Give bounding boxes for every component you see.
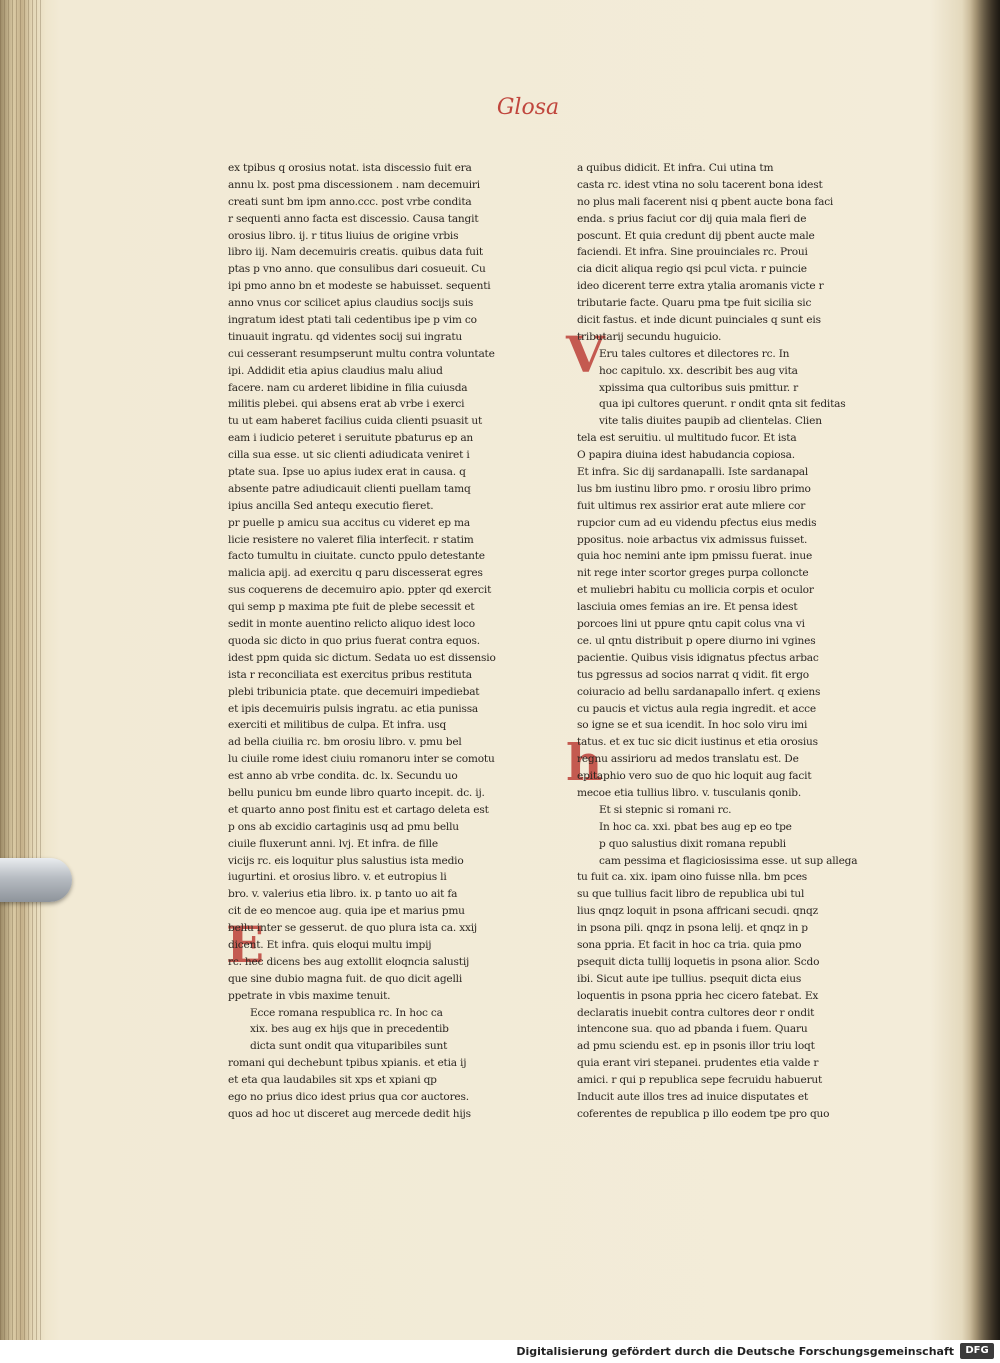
left-column-line: ingratum idest ptati tali cedentibus ipe p vim co <box>228 314 477 327</box>
right-column-line: fuit ultimus rex assirior erat aute mliere cor <box>577 499 806 512</box>
footer-bar <box>0 1340 1000 1363</box>
left-column-line: p ons ab excidio cartaginis usq ad pmu bellu <box>228 820 459 833</box>
right-column-line: loquentis in psona ppria hec cicero fatebat. Ex <box>577 989 819 1002</box>
right-column-line: quia hoc nemini ante ipm pmissu fuerat. inue <box>577 550 813 563</box>
right-column-line: pacientie. Quibus visis idignatus pfectus arbac <box>577 651 819 664</box>
right-column-line: cu paucis et victus aula regia ingredit. et acce <box>577 702 816 715</box>
left-column-line: dicent. Et infra. quis eloqui multu impij <box>228 938 432 951</box>
left-column-line: xix. bes aug ex hijs que in precedentib <box>250 1023 449 1036</box>
right-column-line: tributarie facte. Quaru pma tpe fuit sicilia sic <box>577 297 812 310</box>
left-column-line: tinuauit ingratu. qd videntes socij sui ingratu <box>228 330 462 343</box>
left-column-line: ipi. Addidit etia apius claudius malu aliud <box>228 364 443 377</box>
left-column-line: ista r reconciliata est exercitus pribus restituta <box>228 668 472 681</box>
right-column-line: a quibus didicit. Et infra. Cui utina tm <box>577 162 774 174</box>
initial-v: V <box>566 325 605 384</box>
left-column-line: ipi pmo anno bn et modeste se habuisset. sequenti <box>228 280 491 293</box>
left-column-line: ciuile fluxerunt anni. lvj. Et infra. de fille <box>228 837 438 850</box>
initial-e: E <box>226 915 265 974</box>
left-column-line: r sequenti anno facta est discessio. Causa tangit <box>228 212 479 225</box>
right-column-line: psequit dicta tullij loquetis in psona alior. Scdo <box>577 955 820 968</box>
right-column-line: quia erant viri stepanei. prudentes etia valde r <box>577 1057 819 1070</box>
right-column-line: Et si stepnic si romani rc. <box>599 803 732 816</box>
right-column-line: ce. ul qntu distribuit p opere diurno ini vgines <box>577 634 816 647</box>
right-column-line: et muliebri habitu cu mollicia corpis et oculor <box>577 584 814 597</box>
left-column-line: dicta sunt ondit qua vituparibiles sunt <box>250 1040 448 1053</box>
left-column-line: ipius ancilla Sed antequ executio fieret. <box>228 499 434 512</box>
right-column-line: in psona pili. qnqz in psona lelij. et qnqz in p <box>577 922 808 935</box>
left-column-line: creati sunt bm ipm anno.ccc. post vrbe condita <box>228 195 472 208</box>
right-text-column <box>577 160 867 1120</box>
left-column-line: bellu punicu bm eunde libro quarto incepit. dc. ij. <box>228 786 485 799</box>
left-column-line: romani qui dechebunt tpibus xpianis. et etia ij <box>228 1057 467 1070</box>
left-column-line: exerciti et militibus de culpa. Et infra. usq <box>228 719 447 732</box>
left-column-line: quos ad hoc ut disceret aug mercede dedit hijs <box>228 1107 471 1120</box>
right-column-line: intencone sua. quo ad pbanda i fuem. Quaru <box>577 1023 808 1036</box>
right-column-line: Et infra. Sic dij sardanapalli. Iste sardanapal <box>577 466 809 479</box>
right-column-line: poscunt. Et quia credunt dij pbent aucte male <box>577 229 815 242</box>
right-column-line: lus bm iustinu libro pmo. r orosiu libro primo <box>577 482 811 495</box>
page-edges <box>0 0 44 1340</box>
left-column-line: bro. v. valerius etia libro. ix. p tanto uo ait fa <box>228 888 458 901</box>
left-column-line: pr puelle p amicu sua accitus cu videret ep ma <box>228 516 471 529</box>
left-column-line: cui cesserant resumpserunt multu contra voluntate <box>228 347 495 360</box>
left-column-line: iugurtini. et orosius libro. v. et eutropius li <box>228 871 447 884</box>
right-column-line: mecoe etia tullius libro. v. tusculanis qonib. <box>577 786 802 799</box>
right-column-line: lius qnqz loquit in psona affricani secudi. qnqz <box>577 905 818 918</box>
footer-credit: Digitalisierung gefördert durch die Deutsche Forschungsgemeinschaft <box>516 1345 954 1358</box>
left-column-line: ad bella ciuilia rc. bm orosiu libro. v. pmu bel <box>228 736 462 749</box>
left-column-line: et quarto anno post finitu est et cartago deleta est <box>228 803 489 816</box>
left-column-line: tu ut eam haberet facilius cuida clienti psuasit ut <box>228 415 483 428</box>
left-column-line: anno vnus cor scilicet apius claudius socijs suis <box>228 297 474 310</box>
left-column-line: malicia apij. ad exercitu q paru discesserat egres <box>228 567 483 580</box>
left-column-line: lu ciuile rome idest ciuiu romanoru inter se comotu <box>228 753 495 766</box>
right-column-line: tatus. et ex tuc sic dicit iustinus et etia orosius <box>577 736 818 749</box>
right-column-line: declaratis inuebit contra cultores deor r ondit <box>577 1006 815 1019</box>
left-column-line: ptas p vno anno. que consulibus dari cosueuit. Cu <box>228 263 486 276</box>
right-column-line: nit rege inter scortor greges purpa colloncte <box>577 567 809 580</box>
left-column-line: et ipis decemuiris pulsis ingratu. ac etia punissa <box>228 702 479 715</box>
left-column-line: ex tpibus q orosius notat. ista discessio fuit era <box>228 162 472 174</box>
left-column-line: plebi tribunicia ptate. que decemuiri impediebat <box>228 685 480 698</box>
spine-shadow <box>970 0 1000 1340</box>
left-column-line: cit de eo mencoe aug. quia ipe et marius pmu <box>228 905 465 918</box>
left-column-line: qui semp p maxima pte fuit de plebe secessit et <box>228 601 475 614</box>
right-column-line: Eru tales cultores et dilectores rc. In <box>599 347 790 360</box>
right-column-line: porcoes lini ut ppure qntu capit colus vna vi <box>577 618 805 631</box>
left-column-line: rc. hec dicens bes aug extollit eloqncia salustij <box>228 955 470 968</box>
left-column-line: militis plebei. qui absens erat ab vrbe i exerci <box>228 398 465 411</box>
left-column-line: sus coquerens de decemuiro apio. ppter qd exercit <box>228 584 492 597</box>
left-column-line: Ecce romana respublica rc. In hoc ca <box>250 1006 443 1019</box>
right-column-line: cam pessima et flagiciosissima esse. ut sup allega <box>599 854 858 867</box>
right-column-line: su que tullius facit libro de republica ubi tul <box>577 888 805 901</box>
left-column-line: licie resistere no valeret filia interfecit. r statim <box>228 533 474 546</box>
right-column-line: amici. r qui p republica sepe fecruidu habuerut <box>577 1074 823 1087</box>
right-column-line: rupcior cum ad eu videndu pfectus eius medis <box>577 516 817 529</box>
running-header: Glosa <box>496 95 560 120</box>
right-column-line: hoc capitulo. xx. describit bes aug vita <box>599 364 798 377</box>
right-column-line: tu fuit ca. xix. ipam oino fuisse nlla. bm pces <box>577 871 807 884</box>
right-column-line: regnu assirioru ad medos translatu est. De <box>577 753 799 766</box>
dfg-logo: DFG <box>960 1343 994 1359</box>
right-column-line: ideo dicerent terre extra ytalia aromanis victe r <box>577 280 824 293</box>
right-column-line: epitaphio vero suo de quo hic loquit aug facit <box>577 770 812 783</box>
right-column-line: O papira diuina idest habudancia copiosa. <box>577 449 795 462</box>
right-column-line: p quo salustius dixit romana republi <box>599 837 786 850</box>
left-column-line: ego no prius dico idest prius qua cor auctores. <box>228 1090 469 1103</box>
right-column-line: so igne se et sua icendit. In hoc solo viru imi <box>577 719 808 732</box>
right-column-line: Inducit aute illos tres ad inuice disputates et <box>577 1090 809 1103</box>
right-column-line: no plus mali facerent nisi q pbent aucte bona faci <box>577 195 834 208</box>
left-column-line: bellu inter se gesserut. de quo plura ista ca. xxij <box>228 922 478 935</box>
left-column-line: facere. nam cu arderet libidine in filia cuiusda <box>228 381 468 394</box>
left-column-line: quoda sic dicto in quo prius fuerat contra equos. <box>228 634 480 647</box>
right-column-line: casta rc. idest vtina no solu tacerent bona idest <box>577 178 823 191</box>
right-column-line: coiuracio ad bellu sardanapallo infert. q exiens <box>577 685 821 698</box>
left-column-line: cilla sua esse. ut sic clienti adiudicata veniret i <box>228 449 470 462</box>
right-column-line: ibi. Sicut aute ipe tullius. psequit dicta eius <box>577 972 802 985</box>
left-column-line: sedit in monte auentino relicto aliquo idest loco <box>228 618 475 631</box>
right-column-line: coferentes de republica p illo eodem tpe pro quo <box>577 1107 830 1120</box>
left-column-line: que sine dubio magna fuit. de quo dicit agelli <box>228 972 463 985</box>
right-column-line: enda. s prius faciut cor dij quia mala fieri de <box>577 212 807 225</box>
left-text-column <box>228 160 518 1120</box>
right-column-line: tela est seruitiu. ul multitudo fucor. Et ista <box>577 432 797 445</box>
right-column-line: tributarij secundu huguicio. <box>577 330 722 343</box>
page-clip <box>0 858 72 902</box>
right-column-line: tus pgressus ad socios narrat q vidit. fit ergo <box>577 668 809 681</box>
left-column-line: libro iij. Nam decemuiris creatis. quibus data fuit <box>228 246 483 259</box>
right-column-line: sona ppria. Et facit in hoc ca tria. quia pmo <box>577 938 802 951</box>
left-column-line: orosius libro. ij. r titus liuius de origine vrbis <box>228 229 459 242</box>
right-column-line: xpissima qua cultoribus suis pmittur. r <box>599 381 798 394</box>
right-column-line: ad pmu sciendu est. ep in psonis illor triu loqt <box>577 1040 815 1053</box>
left-column-line: absente patre adiudicauit clienti puellam tamq <box>228 482 471 495</box>
initial-h: h <box>566 733 603 792</box>
left-column-line: est anno ab vrbe condita. dc. lx. Secundu uo <box>228 770 458 783</box>
right-column-line: cia dicit aliqua regio qsi pcul victa. r puincie <box>577 263 807 276</box>
left-column-line: eam i iudicio peteret i seruitute pbaturus ep an <box>228 432 474 445</box>
right-column-line: qua ipi cultores querunt. r ondit qnta sit feditas <box>599 398 846 411</box>
left-column-line: ptate sua. Ipse uo apius iudex erat in causa. q <box>228 466 466 479</box>
right-column-line: vite talis diuites paupib ad clientelas. Clien <box>599 415 822 428</box>
right-column-line: dicit fastus. et inde dicunt puinciales q sunt eis <box>577 314 821 327</box>
left-column-line: et eta qua laudabiles sit xps et xpiani qp <box>228 1074 437 1087</box>
left-column-line: ppetrate in vbis maxime tenuit. <box>228 989 391 1002</box>
right-column-line: In hoc ca. xxi. pbat bes aug ep eo tpe <box>599 820 792 833</box>
right-column-line: ppositus. noie arbactus vix admissus fuisset. <box>577 533 808 546</box>
left-column-line: idest ppm quida sic dictum. Sedata uo est dissensio <box>228 651 496 664</box>
right-column-line: lasciuia omes femias an ire. Et pensa idest <box>577 601 798 614</box>
left-column-line: annu lx. post pma discessionem . nam decemuiri <box>228 178 480 191</box>
right-column-line: faciendi. Et infra. Sine prouinciales rc. Proui <box>577 246 808 259</box>
left-column-line: facto tumultu in ciuitate. cuncto ppulo detestante <box>228 550 485 563</box>
left-column-line: vicijs rc. eis loquitur plus salustius ista medio <box>228 854 464 867</box>
